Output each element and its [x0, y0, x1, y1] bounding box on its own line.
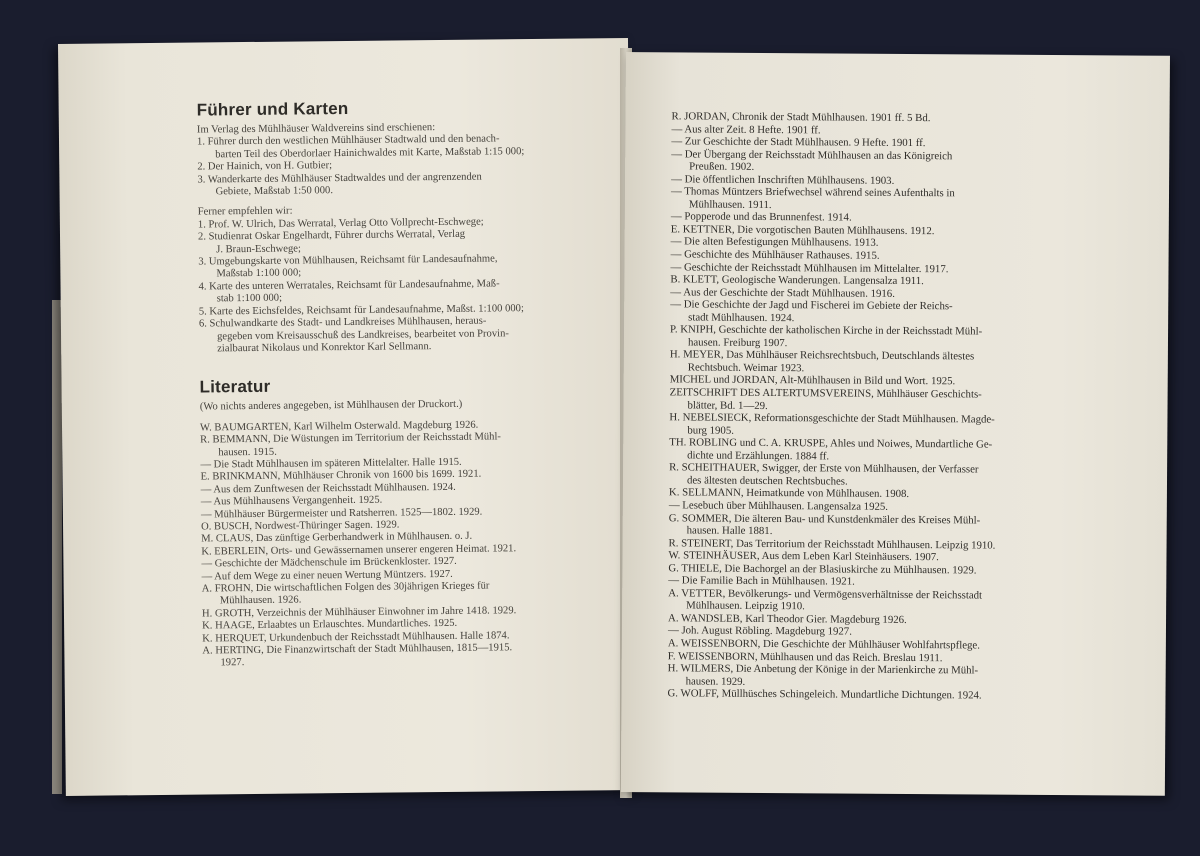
list-item: ZEITSCHRIFT DES ALTERTUMSVEREINS, Mühlhäuser Geschichts- [669, 386, 982, 401]
list-item: H. NEBELSIECK, Reformationsgeschichte der Stadt Mühlhausen. Magde- [669, 411, 995, 426]
list-item: — Die Geschichte der Jagd und Fischerei im Gebiete der Reichs- [670, 298, 953, 313]
list-item: 1927. [220, 657, 245, 669]
list-item: F. WEISSENBORN, Mühlhausen und das Reich. Breslau 1911. [667, 649, 943, 664]
list-item: H. WILMERS, Die Anbetung der Könige in der Marienkirche zu Mühl- [667, 662, 979, 677]
list-item: K. EBERLEIN, Orts- und Gewässernamen unserer engeren Heimat. 1921. [201, 543, 517, 558]
list-item: — Zur Geschichte der Stadt Mühlhausen. 9 Hefte. 1901 ff. [671, 135, 926, 150]
list-item: A. HERTING, Die Finanzwirtschaft der Stadt Mühlhausen, 1815—1915. [202, 642, 513, 657]
list-item: — Die alten Befestigungen Mühlhausens. 1913. [670, 235, 879, 250]
literature-note: (Wo nichts anderes angegeben, ist Mühlhausen der Druckort.) [199, 399, 463, 413]
recommend-intro: Ferner empfehlen wir: [197, 205, 293, 218]
list-item: 6. Schulwandkarte des Stadt- und Landkreises Mühlhausen, heraus- [198, 315, 487, 330]
list-item: — Mühlhäuser Bürgermeister und Ratsherren. 1525—1802. 1929. [200, 506, 483, 521]
list-item: P. KNIPH, Geschichte der katholischen Kirche in der Reichsstadt Mühl- [670, 323, 983, 338]
list-item: barten Teil des Oberdorlaer Hainichwaldes mit Karte, Maßstab 1:15 000; [215, 145, 525, 161]
recommended-list [198, 215, 619, 356]
left-page [58, 38, 636, 796]
list-item: — Auf dem Wege zu einer neuen Wertung Müntzers. 1927. [201, 568, 453, 583]
list-item: Maßstab 1:100 000; [216, 267, 302, 280]
list-item: 2. Studienrat Oskar Engelhardt, Führer durchs Werratal, Verlag [197, 228, 466, 243]
list-item: Mühlhausen. 1911. [688, 198, 772, 211]
list-item: G. THIELE, Die Bachorgel an der Blasiuskirche zu Mühlhausen. 1929. [668, 561, 977, 577]
list-item: — Geschichte des Mühlhäuser Rathauses. 1915. [670, 248, 880, 262]
list-item: stab 1:100 000; [216, 292, 283, 305]
list-item: M. CLAUS, Das zünftige Gerberhandwerk in Mühlhausen. o. J. [201, 531, 473, 545]
list-item: H. GROTH, Verzeichnis der Mühlhäuser Einwohner im Jahre 1418. 1929. [201, 605, 517, 620]
list-item: hausen. 1929. [685, 675, 746, 688]
list-item: MICHEL und JORDAN, Alt-Mühlhausen in Bild und Wort. 1925. [669, 373, 956, 388]
published-list [197, 133, 618, 199]
list-item: blätter, Bd. 1—29. [687, 399, 768, 412]
list-item: Preußen. 1902. [689, 160, 755, 174]
list-item: K. SELLMANN, Heimatkunde von Mühlhausen. 1908. [668, 486, 910, 501]
list-item: A. WANDSLEB, Karl Theodor Gier. Magdeburg 1926. [668, 612, 907, 626]
list-item: R. JORDAN, Chronik der Stadt Mühlhausen. 1901 ff. 5 Bd. [671, 110, 931, 125]
list-item: O. BUSCH, Nordwest-Thüringer Sagen. 1929. [201, 519, 400, 533]
list-item: hausen. Freiburg 1907. [687, 336, 788, 349]
list-item: B. KLETT, Geologische Wanderungen. Langensalza 1911. [670, 273, 924, 288]
list-item: 3. Wanderkarte des Mühlhäuser Stadtwaldes und der angrenzenden [197, 171, 482, 186]
list-item: — Die Familie Bach in Mühlhausen. 1921. [668, 574, 855, 588]
list-item: — Aus Mühlhausens Vergangenheit. 1925. [200, 494, 383, 508]
list-item: R. STEINERT, Das Territorium der Reichsstadt Mühlhausen. Leipzig 1910. [668, 536, 996, 552]
list-item: W. STEINHÄUSER, Aus dem Leben Karl Steinhäusers. 1907. [668, 549, 939, 564]
list-item: Mühlhausen. 1926. [219, 594, 302, 607]
list-item: R. SCHEITHAUER, Swigger, der Erste von Mühlhausen, der Verfasser [669, 461, 979, 476]
list-item: R. BEMMANN, Die Wüstungen im Territorium der Reichsstadt Mühl- [200, 431, 501, 446]
list-item: des ältesten deutschen Rechtsbuches. [686, 474, 848, 488]
list-item: J. Braun-Eschwege; [216, 243, 301, 256]
list-item: hausen. Halle 1881. [686, 524, 773, 538]
list-item: burg 1905. [687, 424, 734, 437]
list-item: 1. Führer durch den westlichen Mühlhäuser Stadtwald und den benach- [196, 133, 500, 148]
list-item: G. SOMMER, Die älteren Bau- und Kunstdenkmäler des Kreises Mühl- [668, 511, 981, 526]
right-page [621, 52, 1170, 796]
list-item: TH. ROBLING und C. A. KRUSPE, Ahles und Noiwes, Mundartliche Ge- [669, 436, 993, 451]
list-item: H. MEYER, Das Mühlhäuser Reichsrechtsbuch, Deutschlands ältestes [669, 348, 975, 363]
list-item: K. HERQUET, Urkundenbuch der Reichsstadt Mühlhausen. Halle 1874. [202, 629, 510, 645]
publisher-intro: Im Verlag des Mühlhäuser Waldvereins sind erschienen: [196, 122, 436, 136]
list-item: K. HAAGE, Erlaabtes un Erlauschtes. Mundartliches. 1925. [202, 618, 458, 632]
list-item: — Popperode und das Brunnenfest. 1914. [670, 210, 852, 224]
list-item: Mühlhausen. Leipzig 1910. [686, 599, 805, 613]
list-item: — Joh. August Röbling. Magdeburg 1927. [667, 624, 852, 639]
list-item: 1. Prof. W. Ulrich, Das Werratal, Verlag Otto Vollprecht-Eschwege; [197, 216, 484, 231]
list-item: hausen. 1915. [218, 446, 277, 458]
literature-list-right [667, 110, 1147, 703]
list-item: Gebiete, Maßstab 1:50 000. [215, 185, 333, 198]
list-item: — Die Stadt Mühlhausen im späteren Mittelalter. Halle 1915. [200, 456, 462, 471]
list-item: Rechtsbuch. Weimar 1923. [687, 361, 805, 375]
list-item: zialbaurat Nikolaus und Konrektor Karl Sellmann. [217, 341, 432, 355]
list-item: 5. Karte des Eichsfeldes, Reichsamt für Landesaufnahme, Maßst. 1:100 000; [198, 302, 524, 318]
list-item: E. BRINKMANN, Mühlhäuser Chronik von 1600 bis 1699. 1921. [200, 468, 482, 483]
list-item: E. KETTNER, Die vorgotischen Bauten Mühlhausens. 1912. [670, 223, 935, 238]
list-item: — Aus alter Zeit. 8 Hefte. 1901 ff. [671, 122, 821, 136]
list-item: — Aus dem Zunftwesen der Reichsstadt Mühlhausen. 1924. [200, 481, 456, 496]
list-item: — Der Übergang der Reichsstadt Mühlhausen an das Königreich [671, 147, 953, 162]
list-item: A. FROHN, Die wirtschaftlichen Folgen des 30jährigen Krieges für [201, 580, 490, 595]
list-item: 4. Karte des unteren Werratales, Reichsamt für Landesaufnahme, Maß- [198, 278, 500, 293]
left-page-content [197, 96, 623, 670]
list-item: A. VETTER, Bevölkerungs- und Vermögensverhältnisse der Reichsstadt [668, 587, 983, 602]
list-item: stadt Mühlhausen. 1924. [688, 311, 795, 324]
heading-literature: Literatur [199, 377, 271, 397]
list-item: — Aus der Geschichte der Stadt Mühlhausen. 1916. [670, 285, 895, 300]
list-item: — Lesebuch über Mühlhausen. Langensalza 1925. [668, 499, 889, 513]
literature-list-left [200, 418, 623, 671]
list-item: W. BAUMGARTEN, Karl Wilhelm Osterwald. Magdeburg 1926. [199, 419, 479, 434]
list-item: 3. Umgebungskarte von Mühlhausen, Reichsamt für Landesaufnahme, [198, 253, 498, 268]
list-item: — Thomas Müntzers Briefwechsel während seines Aufenthalts in [670, 185, 955, 200]
list-item: — Geschichte der Reichsstadt Mühlhausen im Mittelalter. 1917. [670, 260, 949, 275]
list-item: — Die öffentlichen Inschriften Mühlhausens. 1903. [671, 173, 895, 187]
list-item: G. WOLFF, Müllhüsches Schingeleich. Mundartliche Dichtungen. 1924. [667, 687, 982, 702]
heading-guides-and-maps: Führer und Karten [196, 98, 349, 120]
list-item: dichte und Erzählungen. 1884 ff. [687, 449, 830, 463]
list-item: — Geschichte der Mädchenschule im Brückenkloster. 1927. [201, 556, 457, 570]
list-item: 2. Der Hainich, von H. Gutbier; [197, 160, 333, 173]
list-item: A. WEISSENBORN, Die Geschichte der Mühlhäuser Wohlfahrtspflege. [667, 637, 980, 652]
list-item: gegeben vom Kreisausschuß des Landkreises, bearbeitet von Provin- [217, 327, 509, 342]
